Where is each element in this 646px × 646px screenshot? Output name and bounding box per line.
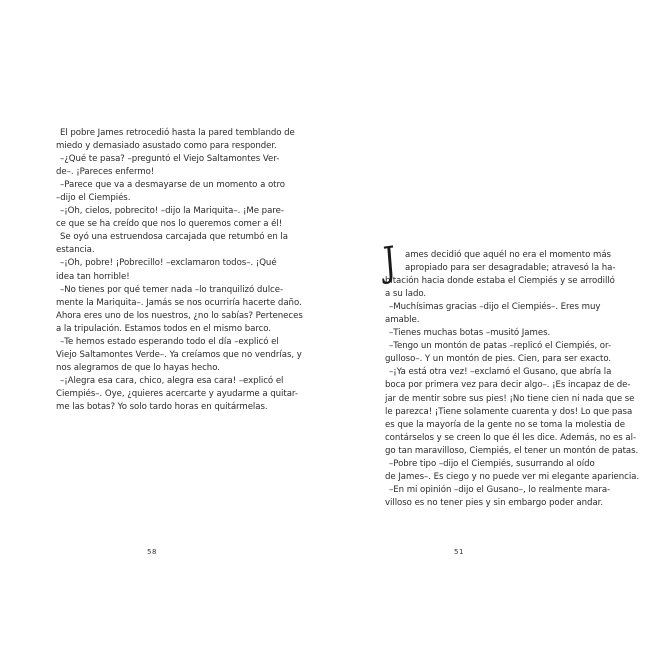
right-page-text (381, 238, 640, 510)
drop-cap: J (381, 238, 398, 286)
text-line: –¡Ya está otra vez! –exclamó el Gusano, que abría la (389, 367, 612, 378)
text-line: miedo y demasiado asustado como para responder. (56, 141, 277, 152)
text-line: mente la Mariquita–. Jamás se nos ocurriría hacerte daño. (56, 297, 302, 308)
text-line: –¿Qué te pasa? –preguntó el Viejo Saltamontes Ver- (60, 154, 280, 165)
text-line: amable. (385, 315, 420, 326)
text-line: nos alegramos de que lo hayas hecho. (56, 362, 220, 373)
text-line: –Tienes muchas botas –musitó James. (389, 328, 551, 339)
text-line: –Te hemos estado esperando todo el día –explicó el (60, 336, 279, 347)
text-line: de–. ¡Pareces enfermo! (56, 167, 155, 178)
text-line: –No tienes por qué temer nada –lo tranquilizó dulce- (60, 284, 284, 295)
text-line: Ahora eres uno de los nuestros, ¿no lo sabías? Perteneces (56, 310, 303, 321)
text-line: gulloso–. Y un montón de pies. Cien, para ser exacto. (385, 354, 612, 365)
text-line: El pobre James retrocedió hasta la pared temblando de (60, 128, 295, 138)
text-line: –¡Oh, pobre! ¡Pobrecillo! –exclamaron todos–. ¡Qué (60, 258, 277, 269)
text-line: Se oyó una estruendosa carcajada que retumbó en la (60, 232, 288, 243)
left-page-text (56, 127, 303, 414)
text-line: contárselos y se creen lo que él les dice. Además, no es al- (385, 432, 636, 443)
text-line: idea tan horrible! (56, 271, 130, 282)
text-line: ames decidió que aquél no era el momento más (405, 250, 611, 260)
text-line: jar de mentir sobre sus pies! ¡No tiene cien ni nada que se (385, 393, 635, 404)
left-page-number: 58 (147, 548, 157, 556)
text-line: go tan maravilloso, Ciempiés, el tener un montón de patas. (385, 445, 639, 456)
text-line: bitación hacia donde estaba el Ciempiés y se arrodilló (385, 276, 615, 287)
text-line: –En mi opinión –dijo el Gusano–, lo realmente mara- (389, 484, 611, 495)
text-line: ce que se ha creído que nos lo queremos comer a él! (56, 219, 283, 230)
right-page (323, 0, 646, 646)
text-line: –¡Alegra esa cara, chico, alegra esa cara! –explicó el (60, 375, 284, 386)
right-page-number: 51 (454, 548, 464, 556)
text-line: –Pobre tipo –dijo el Ciempiés, susurrando al oído (389, 458, 595, 469)
text-line: boca por primera vez para decir algo–. ¡Es incapaz de de- (385, 380, 631, 391)
text-line: de James–. Es ciego y no puede ver mi elegante apariencia. (385, 471, 640, 482)
text-line: me las botas? Yo solo tardo horas en quitármelas. (56, 401, 268, 412)
text-line: estancia. (56, 245, 95, 256)
text-line: –Muchísimas gracias –dijo el Ciempiés–. Eres muy (389, 302, 601, 313)
text-line: –¡Oh, cielos, pobrecito! –dijo la Mariquita–. ¡Me pare- (60, 206, 284, 217)
text-line: a su lado. (385, 289, 427, 300)
text-line: a la tripulación. Estamos todos en el mismo barco. (56, 323, 272, 334)
text-line: villoso es no tener pies y sin embargo poder andar. (385, 497, 604, 508)
text-line: Ciempiés–. Oye, ¿quieres acercarte y ayudarme a quitar- (56, 388, 298, 399)
text-line: apropiado para ser desagradable; atravesó la ha- (405, 263, 616, 274)
text-line: Viejo Saltamontes Verde–. Ya creíamos que no vendrías, y (56, 349, 302, 360)
text-line: –Parece que va a desmayarse de un momento a otro (60, 180, 285, 191)
text-line: es que la mayoría de la gente no se toma la molestia de (385, 419, 625, 430)
text-line: le parezca! ¡Tiene solamente cuarenta y dos! Lo que pasa (385, 406, 633, 417)
text-line: –dijo el Ciempiés. (56, 193, 131, 204)
text-line: –Tengo un montón de patas –replicó el Ciempiés, or- (389, 341, 611, 352)
